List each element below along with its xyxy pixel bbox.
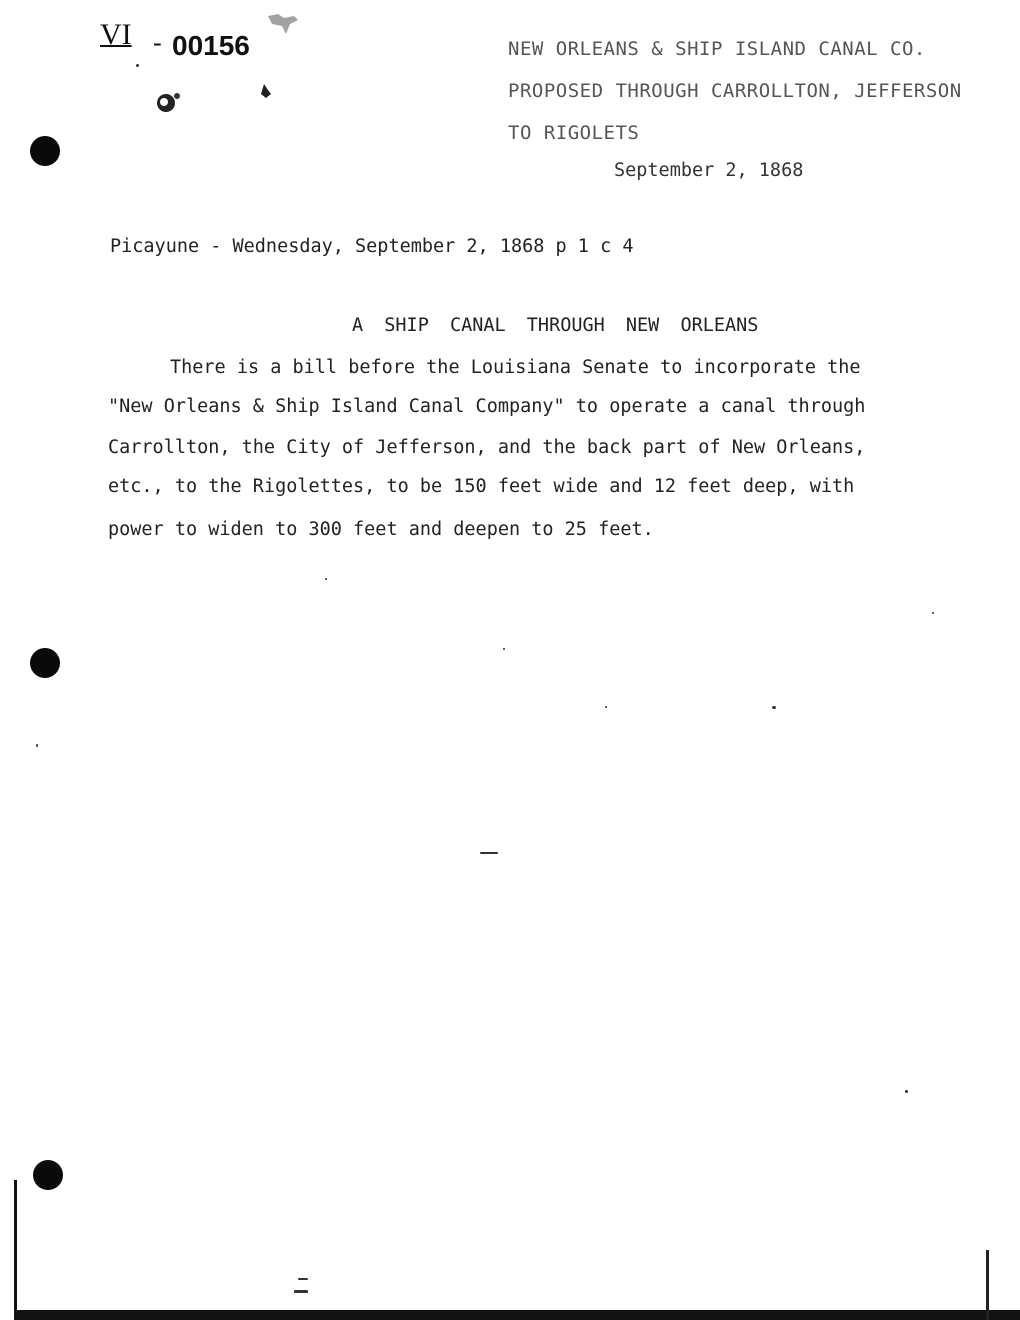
stamp-series: VI (100, 18, 132, 51)
scan-speck (325, 578, 327, 580)
header-destination-line: TO RIGOLETS (508, 122, 640, 144)
article-line: "New Orleans & Ship Island Canal Company" to operate a canal through (108, 396, 866, 417)
stamp-number: 00156 (172, 30, 250, 61)
article-line: Carrollton, the City of Jefferson, and the back part of New Orleans, (108, 437, 866, 458)
scan-speck (136, 64, 139, 67)
article-line: etc., to the Rigolettes, to be 150 feet wide and 12 feet deep, with (108, 476, 855, 497)
header-date: September 2, 1868 (614, 160, 804, 181)
scan-speck (772, 706, 776, 709)
ink-smudge-mark (258, 82, 274, 100)
scan-speck (905, 1090, 908, 1093)
stamp-separator: - (153, 28, 162, 57)
scan-speck (294, 1290, 308, 1293)
scan-speck (605, 706, 607, 708)
scan-edge-bottom (14, 1310, 1020, 1320)
punch-hole-top (30, 136, 60, 166)
scan-speck (480, 852, 498, 854)
ink-smudge-mark (264, 10, 304, 40)
article-line: power to widen to 300 feet and deepen to 25 feet. (108, 519, 654, 540)
scan-edge-left (14, 1180, 17, 1320)
article-title: A SHIP CANAL THROUGH NEW ORLEANS (352, 315, 759, 336)
scan-speck (298, 1278, 308, 1280)
ink-smudge-mark (152, 90, 182, 116)
scan-speck (932, 612, 934, 614)
source-citation: Picayune - Wednesday, September 2, 1868 p 1 c 4 (110, 236, 634, 257)
article-line: There is a bill before the Louisiana Senate to incorporate the (170, 357, 861, 378)
header-company-line: NEW ORLEANS & SHIP ISLAND CANAL CO. (508, 38, 926, 60)
scan-speck (36, 744, 38, 747)
header-route-line: PROPOSED THROUGH CARROLLTON, JEFFERSON (508, 80, 962, 102)
scan-edge-right (986, 1250, 989, 1320)
punch-hole-bottom (33, 1160, 63, 1190)
punch-hole-middle (30, 648, 60, 678)
scan-speck (503, 648, 505, 650)
